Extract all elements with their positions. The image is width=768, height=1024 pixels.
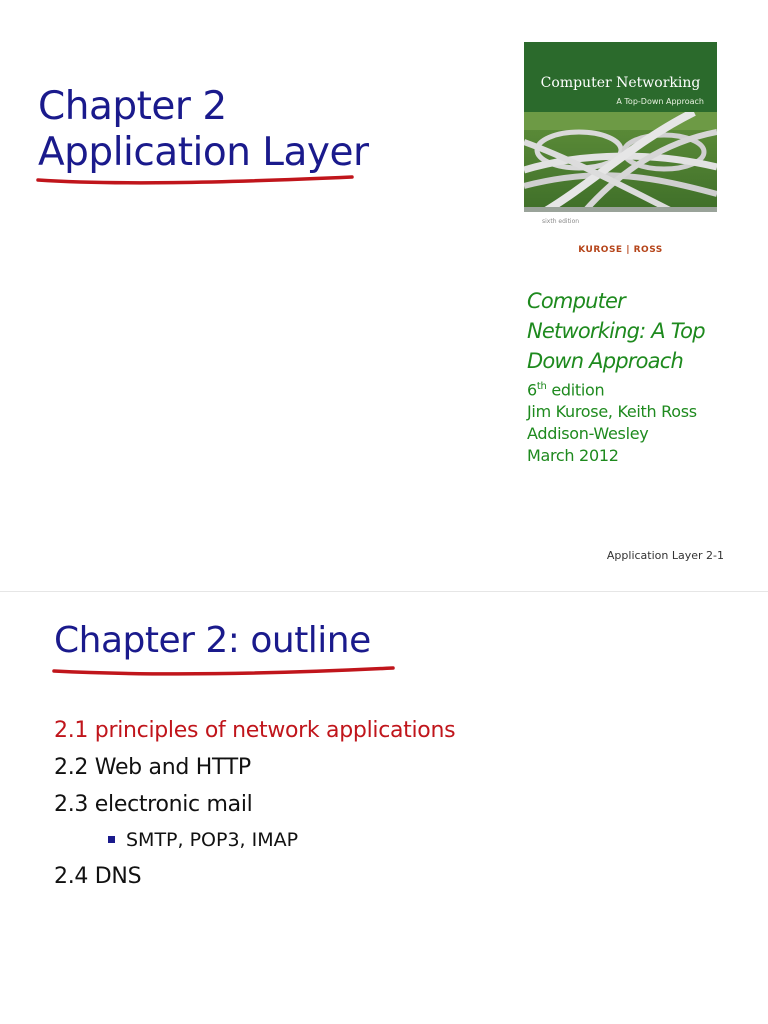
caption-title-line-2: Networking: A Top xyxy=(527,319,705,343)
outline-item-2-4: 2.4 DNS xyxy=(54,864,142,889)
caption-date: March 2012 xyxy=(527,446,619,466)
outline-subitem-label: SMTP, POP3, IMAP xyxy=(126,829,299,851)
book-cover-edition: sixth edition xyxy=(542,218,580,225)
edition-text: edition xyxy=(546,380,605,400)
slide-footer: Application Layer 2-1 xyxy=(606,549,724,562)
slide-title-line-2: Application Layer xyxy=(38,130,369,175)
outline-item-2-3: 2.3 electronic mail xyxy=(54,792,253,817)
outline-title-underline xyxy=(52,662,397,680)
caption-edition xyxy=(527,376,705,401)
slide-title-line-1: Chapter 2 xyxy=(38,84,227,129)
outline-list xyxy=(54,712,455,895)
highway-interchange-image xyxy=(524,112,717,212)
slide-title xyxy=(38,84,369,176)
book-cover-subtitle: A Top-Down Approach xyxy=(616,97,704,106)
caption-title-line-1: Computer xyxy=(527,289,625,313)
outline-item-2-1: 2.1 principles of network applications xyxy=(54,718,456,743)
outline-title: Chapter 2: outline xyxy=(54,620,371,661)
slide-2 xyxy=(0,592,768,1024)
caption-authors: Jim Kurose, Keith Ross xyxy=(527,402,697,422)
outline-item-2-2: 2.2 Web and HTTP xyxy=(54,755,251,780)
book-cover-authors: KUROSE | ROSS xyxy=(578,245,663,255)
book-cover xyxy=(524,42,717,274)
square-bullet-icon xyxy=(108,836,115,843)
edition-number: 6 xyxy=(527,380,537,400)
book-cover-title: Computer Networking xyxy=(540,75,701,91)
caption-title-line-3: Down Approach xyxy=(527,349,684,373)
caption-publisher: Addison-Wesley xyxy=(527,424,649,444)
title-underline xyxy=(36,170,356,190)
book-caption xyxy=(527,286,705,467)
edition-superscript: th xyxy=(536,381,547,392)
outline-subitem-mail-protocols xyxy=(54,823,455,858)
